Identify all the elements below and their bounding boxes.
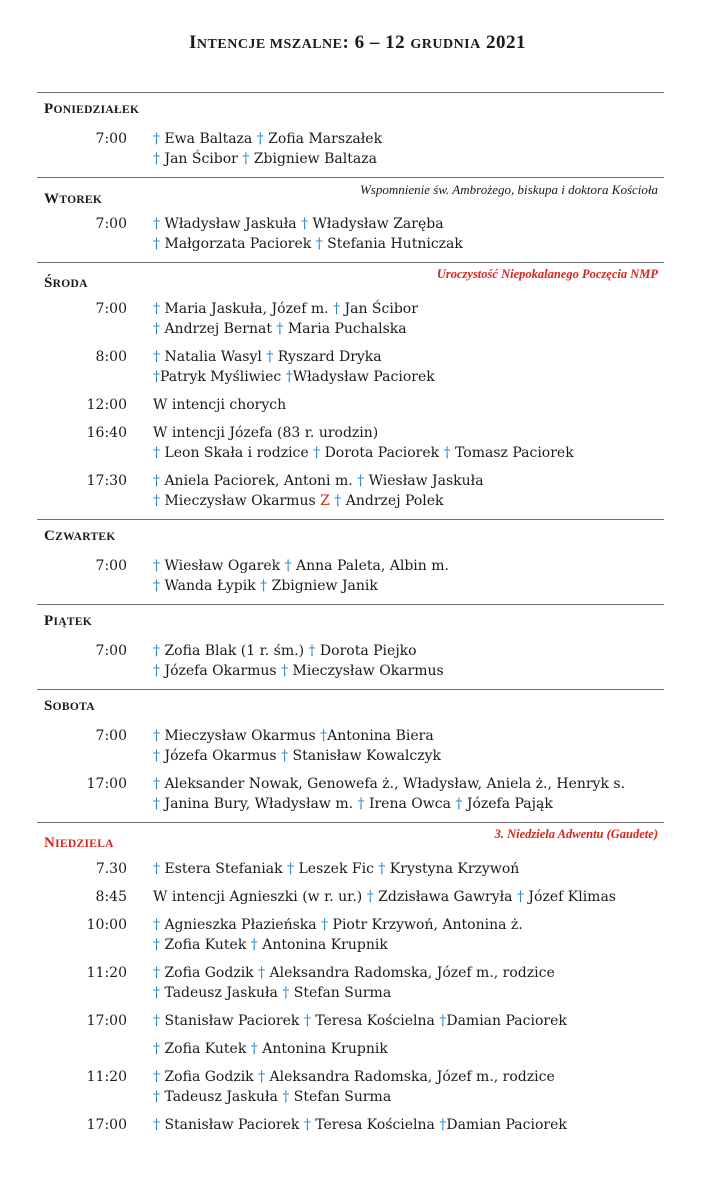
intention-text: W intencji Agnieszki (w r. ur.) <box>153 889 367 905</box>
feast-note: Wspomnienie św. Ambrożego, biskupa i doktora Kościoła <box>359 182 658 197</box>
intention-text: Damian Paciorek <box>446 1117 567 1133</box>
day-name-cap: P <box>44 613 54 629</box>
intention-text: Wiesław Ogarek <box>160 558 285 574</box>
intention-line <box>153 395 286 415</box>
intention-text: Stefan Surma <box>289 1089 392 1105</box>
cross-icon: † <box>282 985 290 1001</box>
cross-icon: † <box>153 917 160 933</box>
mass-time: 12:00 <box>86 397 127 413</box>
mass-time: 7.30 <box>95 861 127 877</box>
intention-text: Leon Skała i rodzice <box>160 445 314 461</box>
mass-time: 8:45 <box>95 889 127 905</box>
mass-time <box>37 1039 153 1059</box>
cross-icon: † <box>153 578 160 594</box>
day-name <box>44 528 116 545</box>
mass-time: 7:00 <box>95 643 127 659</box>
intention-text: Mieczysław Okarmus <box>288 663 444 679</box>
cross-icon: † <box>315 236 323 252</box>
cross-icon: † <box>153 301 160 317</box>
mass-row <box>37 774 664 814</box>
intention-line <box>153 491 484 511</box>
intention-text: Aniela Paciorek, Antoni m. <box>160 473 358 489</box>
intention-line <box>153 471 484 491</box>
intention-line <box>153 1087 555 1107</box>
mass-time: 7:00 <box>95 216 127 232</box>
mass-time: 11:20 <box>86 965 127 981</box>
cross-icon: † <box>303 1013 311 1029</box>
intention-line <box>153 661 444 681</box>
cross-icon: † <box>303 1117 311 1133</box>
mass-time: 16:40 <box>86 425 127 441</box>
intention-line <box>153 214 463 234</box>
mass-intentions <box>153 299 418 339</box>
intention-line <box>153 149 382 169</box>
cross-icon: † <box>153 965 160 981</box>
day-name-rest: RODA <box>52 278 88 290</box>
mass-intentions <box>153 726 441 766</box>
intention-text: Jan Ścibor <box>160 151 243 167</box>
day-section <box>37 822 664 1135</box>
cross-icon: † <box>320 728 328 744</box>
intention-text: Maria Puchalska <box>283 321 407 337</box>
day-name-cap: C <box>44 528 56 544</box>
mass-intentions <box>153 1115 567 1135</box>
intention-line <box>153 234 463 254</box>
cross-icon: † <box>308 643 316 659</box>
mass-intentions <box>153 774 625 814</box>
day-name-rest: IĄTEK <box>53 616 93 628</box>
intention-line <box>153 556 449 576</box>
intention-line <box>153 299 418 319</box>
intention-text: Wanda Łypik <box>160 578 261 594</box>
cross-icon: † <box>153 937 160 953</box>
day-header <box>37 823 664 859</box>
intention-text: Mieczysław Okarmus <box>160 728 321 744</box>
cross-icon: † <box>333 301 341 317</box>
mass-time: 7:00 <box>95 301 127 317</box>
mass-row <box>37 1067 664 1107</box>
intention-text: Zofia Kutek <box>160 1041 251 1057</box>
intention-line <box>153 423 574 443</box>
cross-icon: † <box>256 131 264 147</box>
mass-intentions <box>153 471 484 511</box>
mass-time: 11:20 <box>86 1069 127 1085</box>
intention-text: Zofia Marszałek <box>263 131 383 147</box>
intention-text: Teresa Kościelna <box>310 1117 440 1133</box>
mass-row <box>37 1115 664 1135</box>
cross-icon: † <box>153 349 160 365</box>
day-section <box>37 519 664 596</box>
intention-line <box>153 367 435 387</box>
cross-icon: † <box>153 985 160 1001</box>
intention-line <box>153 774 625 794</box>
intention-line <box>153 641 444 661</box>
intention-line <box>153 576 449 596</box>
cross-icon: † <box>153 796 160 812</box>
intention-text: Damian Paciorek <box>446 1013 567 1029</box>
day-name-cap: W <box>44 191 60 207</box>
cross-icon: † <box>153 493 160 509</box>
mass-intentions <box>153 963 555 1003</box>
intention-text: Zofia Godzik <box>160 1069 259 1085</box>
mass-intentions <box>153 1039 388 1059</box>
cross-icon: † <box>153 445 160 461</box>
intention-text: Patryk Myśliwiec <box>160 369 286 385</box>
intention-text: Stanisław Paciorek <box>160 1013 304 1029</box>
mass-intentions <box>153 129 382 169</box>
mass-row <box>37 963 664 1003</box>
intention-text: Antonina Biera <box>327 728 434 744</box>
mass-row <box>37 299 664 339</box>
mass-time: 17:00 <box>86 776 127 792</box>
mass-intentions <box>153 915 523 955</box>
intention-text: Dorota Paciorek <box>320 445 444 461</box>
mass-time: 17:00 <box>86 1117 127 1133</box>
intention-line <box>153 859 519 879</box>
intention-line <box>153 963 555 983</box>
mass-time: 7:00 <box>95 131 127 147</box>
mass-time: 10:00 <box>86 917 127 933</box>
cross-icon: † <box>516 889 524 905</box>
cross-icon: † <box>250 937 258 953</box>
cross-icon: † <box>285 369 293 385</box>
day-section <box>37 262 664 511</box>
intention-line <box>153 129 382 149</box>
page-title <box>0 32 715 54</box>
cross-icon: † <box>153 776 160 792</box>
cross-icon: † <box>153 728 160 744</box>
mass-row <box>37 214 664 254</box>
mass-intentions <box>153 423 574 463</box>
cross-icon: † <box>153 151 160 167</box>
intention-text: Estera Stefaniak <box>160 861 288 877</box>
intention-text: Ewa Baltaza <box>160 131 257 147</box>
intention-text: Aleksandra Radomska, Józef m., rodzice <box>265 1069 555 1085</box>
day-name <box>44 275 88 292</box>
title-month: GRUDNIA <box>410 37 481 52</box>
mass-intentions <box>153 556 449 596</box>
intention-line <box>153 443 574 463</box>
feast-note: 3. Niedziela Adwentu (Gaudete) <box>494 827 658 841</box>
intention-text: W intencji chorych <box>153 397 287 413</box>
intention-text: Józefa Okarmus <box>160 748 282 764</box>
cross-icon: † <box>250 1041 258 1057</box>
intention-text: Władysław Paciorek <box>292 369 435 385</box>
mass-time: 7:00 <box>95 558 127 574</box>
day-name-cap: N <box>44 835 56 851</box>
intention-text: Natalia Wasyl <box>160 349 267 365</box>
cross-icon: † <box>321 917 329 933</box>
mass-row <box>37 641 664 681</box>
intention-line <box>153 726 441 746</box>
intention-text: Stefan Surma <box>289 985 392 1001</box>
cross-icon: † <box>153 748 160 764</box>
mass-intentions <box>153 1067 555 1107</box>
intention-text: Anna Paleta, Albin m. <box>291 558 449 574</box>
intention-text: Zbigniew Baltaza <box>249 151 377 167</box>
cross-icon: † <box>313 445 321 461</box>
cross-icon: † <box>242 151 250 167</box>
red-mark: Z <box>320 493 330 509</box>
intention-text: Stanisław Kowalczyk <box>288 748 442 764</box>
intention-text: Irena Owca <box>364 796 456 812</box>
mass-row <box>37 915 664 955</box>
cross-icon: † <box>287 861 295 877</box>
intention-text: Zofia Blak (1 r. śm.) <box>160 643 309 659</box>
intention-text: Maria Jaskuła, Józef m. <box>160 301 334 317</box>
day-header <box>37 93 664 129</box>
intention-text: Józefa Okarmus <box>160 663 282 679</box>
intention-text: Władysław Jaskuła <box>160 216 302 232</box>
mass-intentions <box>153 214 463 254</box>
intention-text: Wiesław Jaskuła <box>364 473 484 489</box>
day-name-rest: ZWARTEK <box>55 531 116 543</box>
cross-icon: † <box>153 663 160 679</box>
day-name <box>44 613 92 630</box>
mass-row <box>37 859 664 879</box>
cross-icon: † <box>281 663 289 679</box>
day-header <box>37 605 664 641</box>
intention-text: Agnieszka Płazieńska <box>160 917 322 933</box>
day-name <box>44 835 114 852</box>
day-name-rest: OBOTA <box>52 701 95 713</box>
intention-line <box>153 983 555 1003</box>
day-header <box>37 520 664 556</box>
mass-intentions <box>153 641 444 681</box>
intention-text: Aleksandra Radomska, Józef m., rodzice <box>265 965 555 981</box>
intention-text: Tadeusz Jaskuła <box>160 1089 283 1105</box>
intention-line <box>153 1039 388 1059</box>
intention-text: Teresa Kościelna <box>310 1013 440 1029</box>
cross-icon: † <box>455 796 463 812</box>
cross-icon: † <box>439 1013 447 1029</box>
cross-icon: † <box>260 578 268 594</box>
day-name <box>44 101 139 118</box>
cross-icon: † <box>282 1089 290 1105</box>
day-name-cap: P <box>44 101 54 117</box>
cross-icon: † <box>366 889 374 905</box>
day-name <box>44 191 102 208</box>
cross-icon: † <box>334 493 342 509</box>
cross-icon: † <box>357 796 365 812</box>
feast-note: Uroczystość Niepokalanego Poczęcia NMP <box>436 267 658 281</box>
intention-text: Małgorzata Paciorek <box>160 236 316 252</box>
cross-icon: † <box>153 216 160 232</box>
intention-text: Jan Ścibor <box>340 301 418 317</box>
cross-icon: † <box>153 861 160 877</box>
intention-line <box>153 915 523 935</box>
intention-text: Andrzej Bernat <box>160 321 277 337</box>
intention-text: Andrzej Polek <box>341 493 444 509</box>
cross-icon: † <box>153 321 160 337</box>
intention-text: Antonina Krupnik <box>257 937 388 953</box>
intention-text: Zbigniew Janik <box>267 578 378 594</box>
day-name-rest: ONIEDZIAŁEK <box>53 104 140 116</box>
day-header <box>37 690 664 726</box>
intention-text: Józef Klimas <box>523 889 616 905</box>
intention-text: Mieczysław Okarmus <box>160 493 321 509</box>
intention-text: Dorota Piejko <box>315 643 417 659</box>
intention-text: Ryszard Dryka <box>273 349 382 365</box>
cross-icon: † <box>153 1013 160 1029</box>
intention-text: Stefania Hutniczak <box>322 236 463 252</box>
mass-row <box>37 556 664 596</box>
cross-icon: † <box>276 321 284 337</box>
cross-icon: † <box>281 748 289 764</box>
day-name-cap: Ś <box>44 275 53 291</box>
mass-time: 17:00 <box>86 1013 127 1029</box>
intention-text: Zofia Godzik <box>160 965 259 981</box>
day-section <box>37 92 664 169</box>
title-first-rest: NTENCJE MSZALNE <box>196 37 343 52</box>
intention-text: Leszek Fic <box>294 861 379 877</box>
title-sep: : 6 – 12 <box>342 32 411 53</box>
day-header <box>37 178 664 214</box>
cross-icon: † <box>153 1117 160 1133</box>
mass-row <box>37 129 664 169</box>
title-first-cap: I <box>189 32 197 53</box>
intention-line <box>153 746 441 766</box>
intention-line <box>153 1115 567 1135</box>
intention-text: Stanisław Paciorek <box>160 1117 304 1133</box>
cross-icon: † <box>443 445 451 461</box>
intention-text: Antonina Krupnik <box>257 1041 388 1057</box>
mass-time: 8:00 <box>95 349 127 365</box>
day-section <box>37 177 664 254</box>
intention-text: Krystyna Krzywoń <box>385 861 520 877</box>
intention-text: Tadeusz Jaskuła <box>160 985 283 1001</box>
mass-time: 7:00 <box>95 728 127 744</box>
mass-row <box>37 423 664 463</box>
day-name <box>44 698 95 715</box>
cross-icon: † <box>153 131 160 147</box>
cross-icon: † <box>153 1069 160 1085</box>
day-section <box>37 604 664 681</box>
cross-icon: † <box>153 1041 160 1057</box>
intention-text: Zofia Kutek <box>160 937 251 953</box>
mass-row <box>37 726 664 766</box>
cross-icon: † <box>153 473 160 489</box>
cross-icon: † <box>357 473 365 489</box>
cross-icon: † <box>153 1089 160 1105</box>
mass-row <box>37 887 664 907</box>
intention-text: Zdzisława Gawryła <box>373 889 517 905</box>
intention-text: Władysław Zaręba <box>308 216 444 232</box>
intention-text: Józefa Pająk <box>462 796 553 812</box>
intention-text: Piotr Krzywoń, Antonina ż. <box>328 917 523 933</box>
cross-icon: † <box>153 643 160 659</box>
day-header <box>37 263 664 299</box>
intention-line <box>153 1067 555 1087</box>
mass-intentions <box>153 1011 567 1031</box>
day-name-cap: S <box>44 698 53 714</box>
cross-icon: † <box>258 965 266 981</box>
intention-text: Tomasz Paciorek <box>450 445 574 461</box>
mass-row <box>37 1039 664 1059</box>
intention-text: Aleksander Nowak, Genowefa ż., Władysław, Aniela ż., Henryk s. <box>160 776 626 792</box>
day-name-rest: TOREK <box>59 194 103 206</box>
mass-intentions <box>153 347 435 387</box>
cross-icon: † <box>153 369 160 385</box>
cross-icon: † <box>153 558 160 574</box>
intention-line <box>153 1011 567 1031</box>
cross-icon: † <box>439 1117 447 1133</box>
cross-icon: † <box>378 861 386 877</box>
cross-icon: † <box>153 236 160 252</box>
mass-row <box>37 347 664 387</box>
mass-intentions <box>153 887 616 907</box>
mass-row <box>37 1011 664 1031</box>
intentions-schedule <box>37 92 664 1143</box>
mass-row <box>37 471 664 511</box>
mass-intentions <box>153 395 286 415</box>
mass-intentions <box>153 859 519 879</box>
intention-line <box>153 887 616 907</box>
cross-icon: † <box>258 1069 266 1085</box>
mass-time: 17:30 <box>86 473 127 489</box>
mass-row <box>37 395 664 415</box>
intention-line <box>153 319 418 339</box>
intention-line <box>153 935 523 955</box>
cross-icon: † <box>284 558 292 574</box>
intention-text: W intencji Józefa (83 r. urodzin) <box>153 425 379 441</box>
title-year: 2021 <box>480 32 526 53</box>
day-section <box>37 689 664 814</box>
intention-line <box>153 794 625 814</box>
cross-icon: † <box>266 349 274 365</box>
cross-icon: † <box>301 216 309 232</box>
intention-line <box>153 347 435 367</box>
day-name-rest: IEDZIELA <box>55 838 114 850</box>
intention-text: Janina Bury, Władysław m. <box>160 796 358 812</box>
